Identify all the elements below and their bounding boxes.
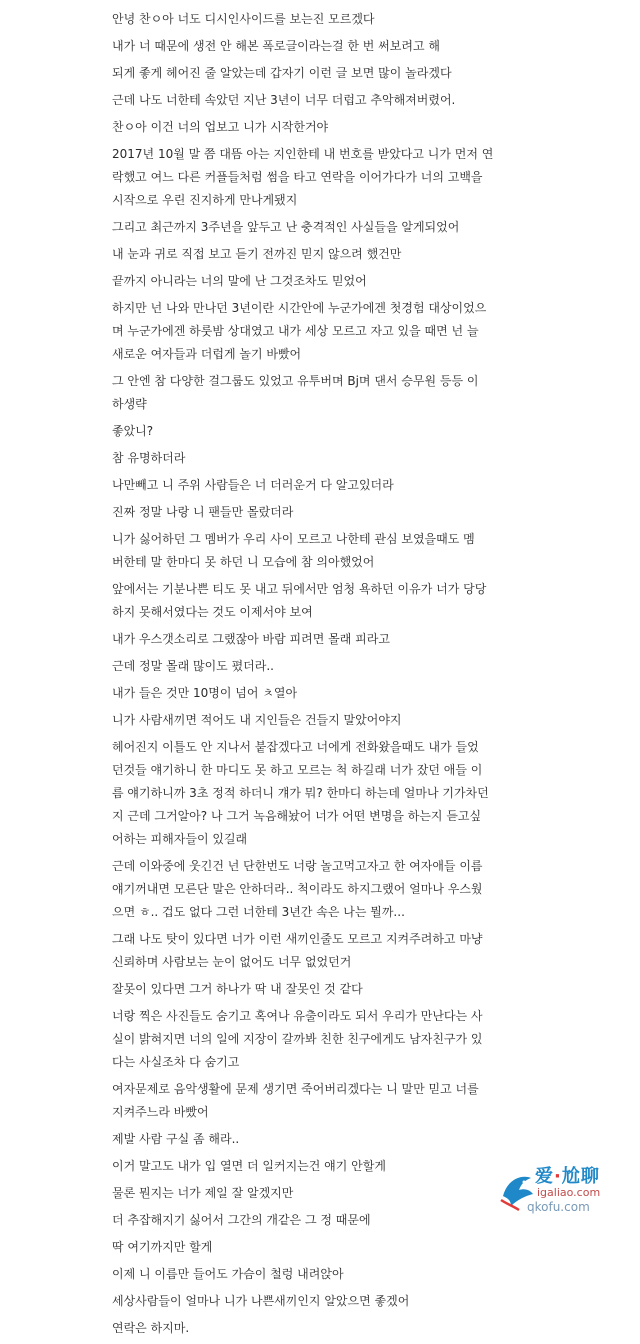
paragraph-line: 진짜 정말 나랑 니 팬들만 몰랐더라 xyxy=(112,505,294,519)
paragraph-line: 며 누군가에겐 하룻밤 상대였고 내가 세상 모르고 자고 있을 때면 넌 늘 xyxy=(112,324,479,338)
paragraph-line: 니가 사람새끼면 적어도 내 지인들은 건들지 말았어야지 xyxy=(112,713,402,727)
paragraph xyxy=(112,528,512,574)
paragraph-line: 그래 나도 탓이 있다면 너가 이런 새끼인줄도 모르고 지켜주려하고 마냥 xyxy=(112,932,483,946)
paragraph xyxy=(112,928,512,974)
paragraph xyxy=(112,1236,512,1259)
paragraph-line: 연락은 하지마. xyxy=(112,1321,190,1335)
paragraph-line: 이제 니 이름만 들어도 가슴이 철렁 내려앉아 xyxy=(112,1267,344,1281)
watermark-title-accent: · xyxy=(554,1166,562,1187)
paragraph-line: 지 근데 그거알아? 나 그거 녹음해놨어 너가 어떤 변명을 하는지 듣고싶 xyxy=(112,809,482,823)
paragraph xyxy=(112,736,512,851)
paragraph xyxy=(112,1128,512,1151)
paragraph xyxy=(112,501,512,524)
paragraph xyxy=(112,474,512,497)
paragraph-line: 너랑 찍은 사진들도 숨기고 혹여나 유출이라도 되서 우리가 만난다는 사 xyxy=(112,1009,483,1023)
paragraph xyxy=(112,1317,512,1340)
paragraph-line: 물론 뭔지는 너가 제일 잘 알겠지만 xyxy=(112,1186,294,1200)
paragraph-line: 락했고 여느 다른 커플들처럼 썸을 타고 연락을 이어가다가 너의 고백을 xyxy=(112,170,483,184)
paragraph xyxy=(112,243,512,266)
paragraph-line: 하지 못해서였다는 것도 이제서야 보여 xyxy=(112,605,313,619)
paragraph-line: 니가 싫어하던 그 멤버가 우리 사이 모르고 나한테 관심 보였을때도 멤 xyxy=(112,532,475,546)
paragraph-line: 근데 정말 몰래 많이도 폈더라.. xyxy=(112,659,274,673)
paragraph-line: 지켜주느라 바빴어 xyxy=(112,1105,209,1119)
paragraph-line: 시작으로 우린 진지하게 만나게됐지 xyxy=(112,193,298,207)
paragraph-line: 좋았니? xyxy=(112,424,154,438)
paragraph-line: 딱 여기까지만 할게 xyxy=(112,1240,213,1254)
paragraph xyxy=(112,1209,512,1232)
paragraph xyxy=(112,216,512,239)
paragraph xyxy=(112,270,512,293)
paragraph-line: 얘기꺼내면 모른단 말은 안하더라.. 척이라도 하지그랬어 얼마나 우스웠 xyxy=(112,882,483,896)
paragraph xyxy=(112,116,512,139)
paragraph-line: 으면 ㅎ.. 겁도 없다 그런 너한테 3년간 속은 나는 뭘까... xyxy=(112,905,405,919)
paragraph-line: 그 안엔 참 다양한 걸그룹도 있었고 유투버며 Bj며 댄서 승무원 등등 이 xyxy=(112,374,479,388)
paragraph-line: 내 눈과 귀로 직접 보고 듣기 전까진 믿지 않으려 했건만 xyxy=(112,247,402,261)
paragraph xyxy=(112,297,512,366)
paragraph xyxy=(112,62,512,85)
paragraph-line: 던것들 얘기하니 한 마디도 못 하고 모르는 척 하길래 너가 잤던 애들 이 xyxy=(112,763,483,777)
paragraph-line: 내가 들은 것만 10명이 넘어 ㅊ열아 xyxy=(112,686,298,700)
paragraph-line: 다는 사실조차 다 숨기고 xyxy=(112,1055,240,1069)
paragraph xyxy=(112,709,512,732)
paragraph xyxy=(112,978,512,1001)
paragraph-line: 잘못이 있다면 그거 하나가 딱 내 잘못인 것 같다 xyxy=(112,982,363,996)
paragraph-line: 하생략 xyxy=(112,397,147,411)
watermark-title-part1: 爱 xyxy=(535,1166,554,1187)
paragraph-line: 제발 사람 구실 좀 해라.. xyxy=(112,1132,240,1146)
paragraph-line: 그리고 최근까지 3주년을 앞두고 난 충격적인 사실들을 알게되었어 xyxy=(112,220,460,234)
paragraph-line: 세상사람들이 얼마나 니가 나쁜새끼인지 알았으면 좋겠어 xyxy=(112,1294,410,1308)
paragraph-line: 근데 이와중에 웃긴건 넌 단한번도 너랑 놀고먹고자고 한 여자애들 이름 xyxy=(112,859,483,873)
paragraph-line: 여자문제로 음악생활에 문제 생기면 죽어버리겠다는 니 말만 믿고 너를 xyxy=(112,1082,479,1096)
paragraph-line: 2017년 10월 말 쯤 대뜸 아는 지인한테 내 번호를 받았다고 니가 먼저 연 xyxy=(112,147,494,161)
paragraph xyxy=(112,143,512,212)
paragraph-line: 나만빼고 니 주위 사람들은 너 더러운거 다 알고있더라 xyxy=(112,478,394,492)
paragraph xyxy=(112,1263,512,1286)
paragraph xyxy=(112,89,512,112)
post-body xyxy=(112,8,512,1344)
paragraph-line: 내가 너 때문에 생전 안 해본 폭로글이라는걸 한 번 써보려고 해 xyxy=(112,39,440,53)
paragraph-line: 어하는 피해자들이 있길래 xyxy=(112,832,248,846)
paragraph xyxy=(112,682,512,705)
paragraph-line: 름 얘기하니까 3초 정적 하더니 걔가 뭐? 한마디 하는데 얼마나 기가차던 xyxy=(112,786,489,800)
paragraph-line: 끝까지 아니라는 너의 말에 난 그것조차도 믿었어 xyxy=(112,274,367,288)
paragraph xyxy=(112,35,512,58)
paragraph-line: 실이 밝혀지면 너의 일에 지장이 갈까봐 친한 친구에게도 남자친구가 있 xyxy=(112,1032,483,1046)
paragraph xyxy=(112,420,512,443)
paragraph xyxy=(112,8,512,31)
paragraph xyxy=(112,447,512,470)
watermark-url-secondary: qkofu.com xyxy=(527,1200,590,1214)
paragraph-line: 되게 좋게 헤어진 줄 알았는데 갑자기 이런 글 보면 많이 놀라겠다 xyxy=(112,66,452,80)
paragraph xyxy=(112,1290,512,1313)
paragraph-line: 내가 우스갯소리로 그랬잖아 바람 피려면 몰래 피라고 xyxy=(112,632,390,646)
watermark-url: igaliao.com xyxy=(537,1186,601,1199)
paragraph-line: 찬ㅇ아 이건 너의 업보고 니가 시작한거야 xyxy=(112,120,329,134)
paragraph xyxy=(112,370,512,416)
paragraph-line: 새로운 여자들과 더럽게 놀기 바빴어 xyxy=(112,347,302,361)
paragraph xyxy=(112,655,512,678)
watermark-title xyxy=(535,1162,600,1188)
paragraph-line: 근데 나도 너한테 속았던 지난 3년이 너무 더럽고 추악해져버렸어. xyxy=(112,93,456,107)
paragraph xyxy=(112,628,512,651)
paragraph-line: 헤어진지 이틀도 안 지나서 붙잡겠다고 너에게 전화왔을때도 내가 들었 xyxy=(112,740,479,754)
site-watermark xyxy=(497,1160,632,1218)
paragraph-line: 이거 말고도 내가 입 열면 더 일커지는건 얘기 안할게 xyxy=(112,1159,386,1173)
watermark-title-part2: 尬聊 xyxy=(561,1166,600,1187)
paragraph-line: 앞에서는 기분나쁜 티도 못 내고 뒤에서만 엄청 욕하던 이유가 너가 당당 xyxy=(112,582,487,596)
paragraph xyxy=(112,1182,512,1205)
paragraph-line: 참 유명하더라 xyxy=(112,451,186,465)
paragraph xyxy=(112,855,512,924)
paragraph xyxy=(112,578,512,624)
paragraph xyxy=(112,1005,512,1074)
paragraph-line: 더 추잡해지기 싫어서 그간의 개같은 그 정 때문에 xyxy=(112,1213,371,1227)
paragraph xyxy=(112,1078,512,1124)
paragraph xyxy=(112,1155,512,1178)
paragraph-line: 신뢰하며 사람보는 눈이 없어도 너무 없었던거 xyxy=(112,955,352,969)
paragraph-line: 버한테 말 한마디 못 하던 니 모습에 참 의아했었어 xyxy=(112,555,375,569)
paragraph-line: 안녕 찬ㅇ아 너도 디시인사이드를 보는진 모르겠다 xyxy=(112,12,375,26)
paragraph-line: 하지만 넌 나와 만나던 3년이란 시간안에 누군가에겐 첫경험 대상이었으 xyxy=(112,301,487,315)
